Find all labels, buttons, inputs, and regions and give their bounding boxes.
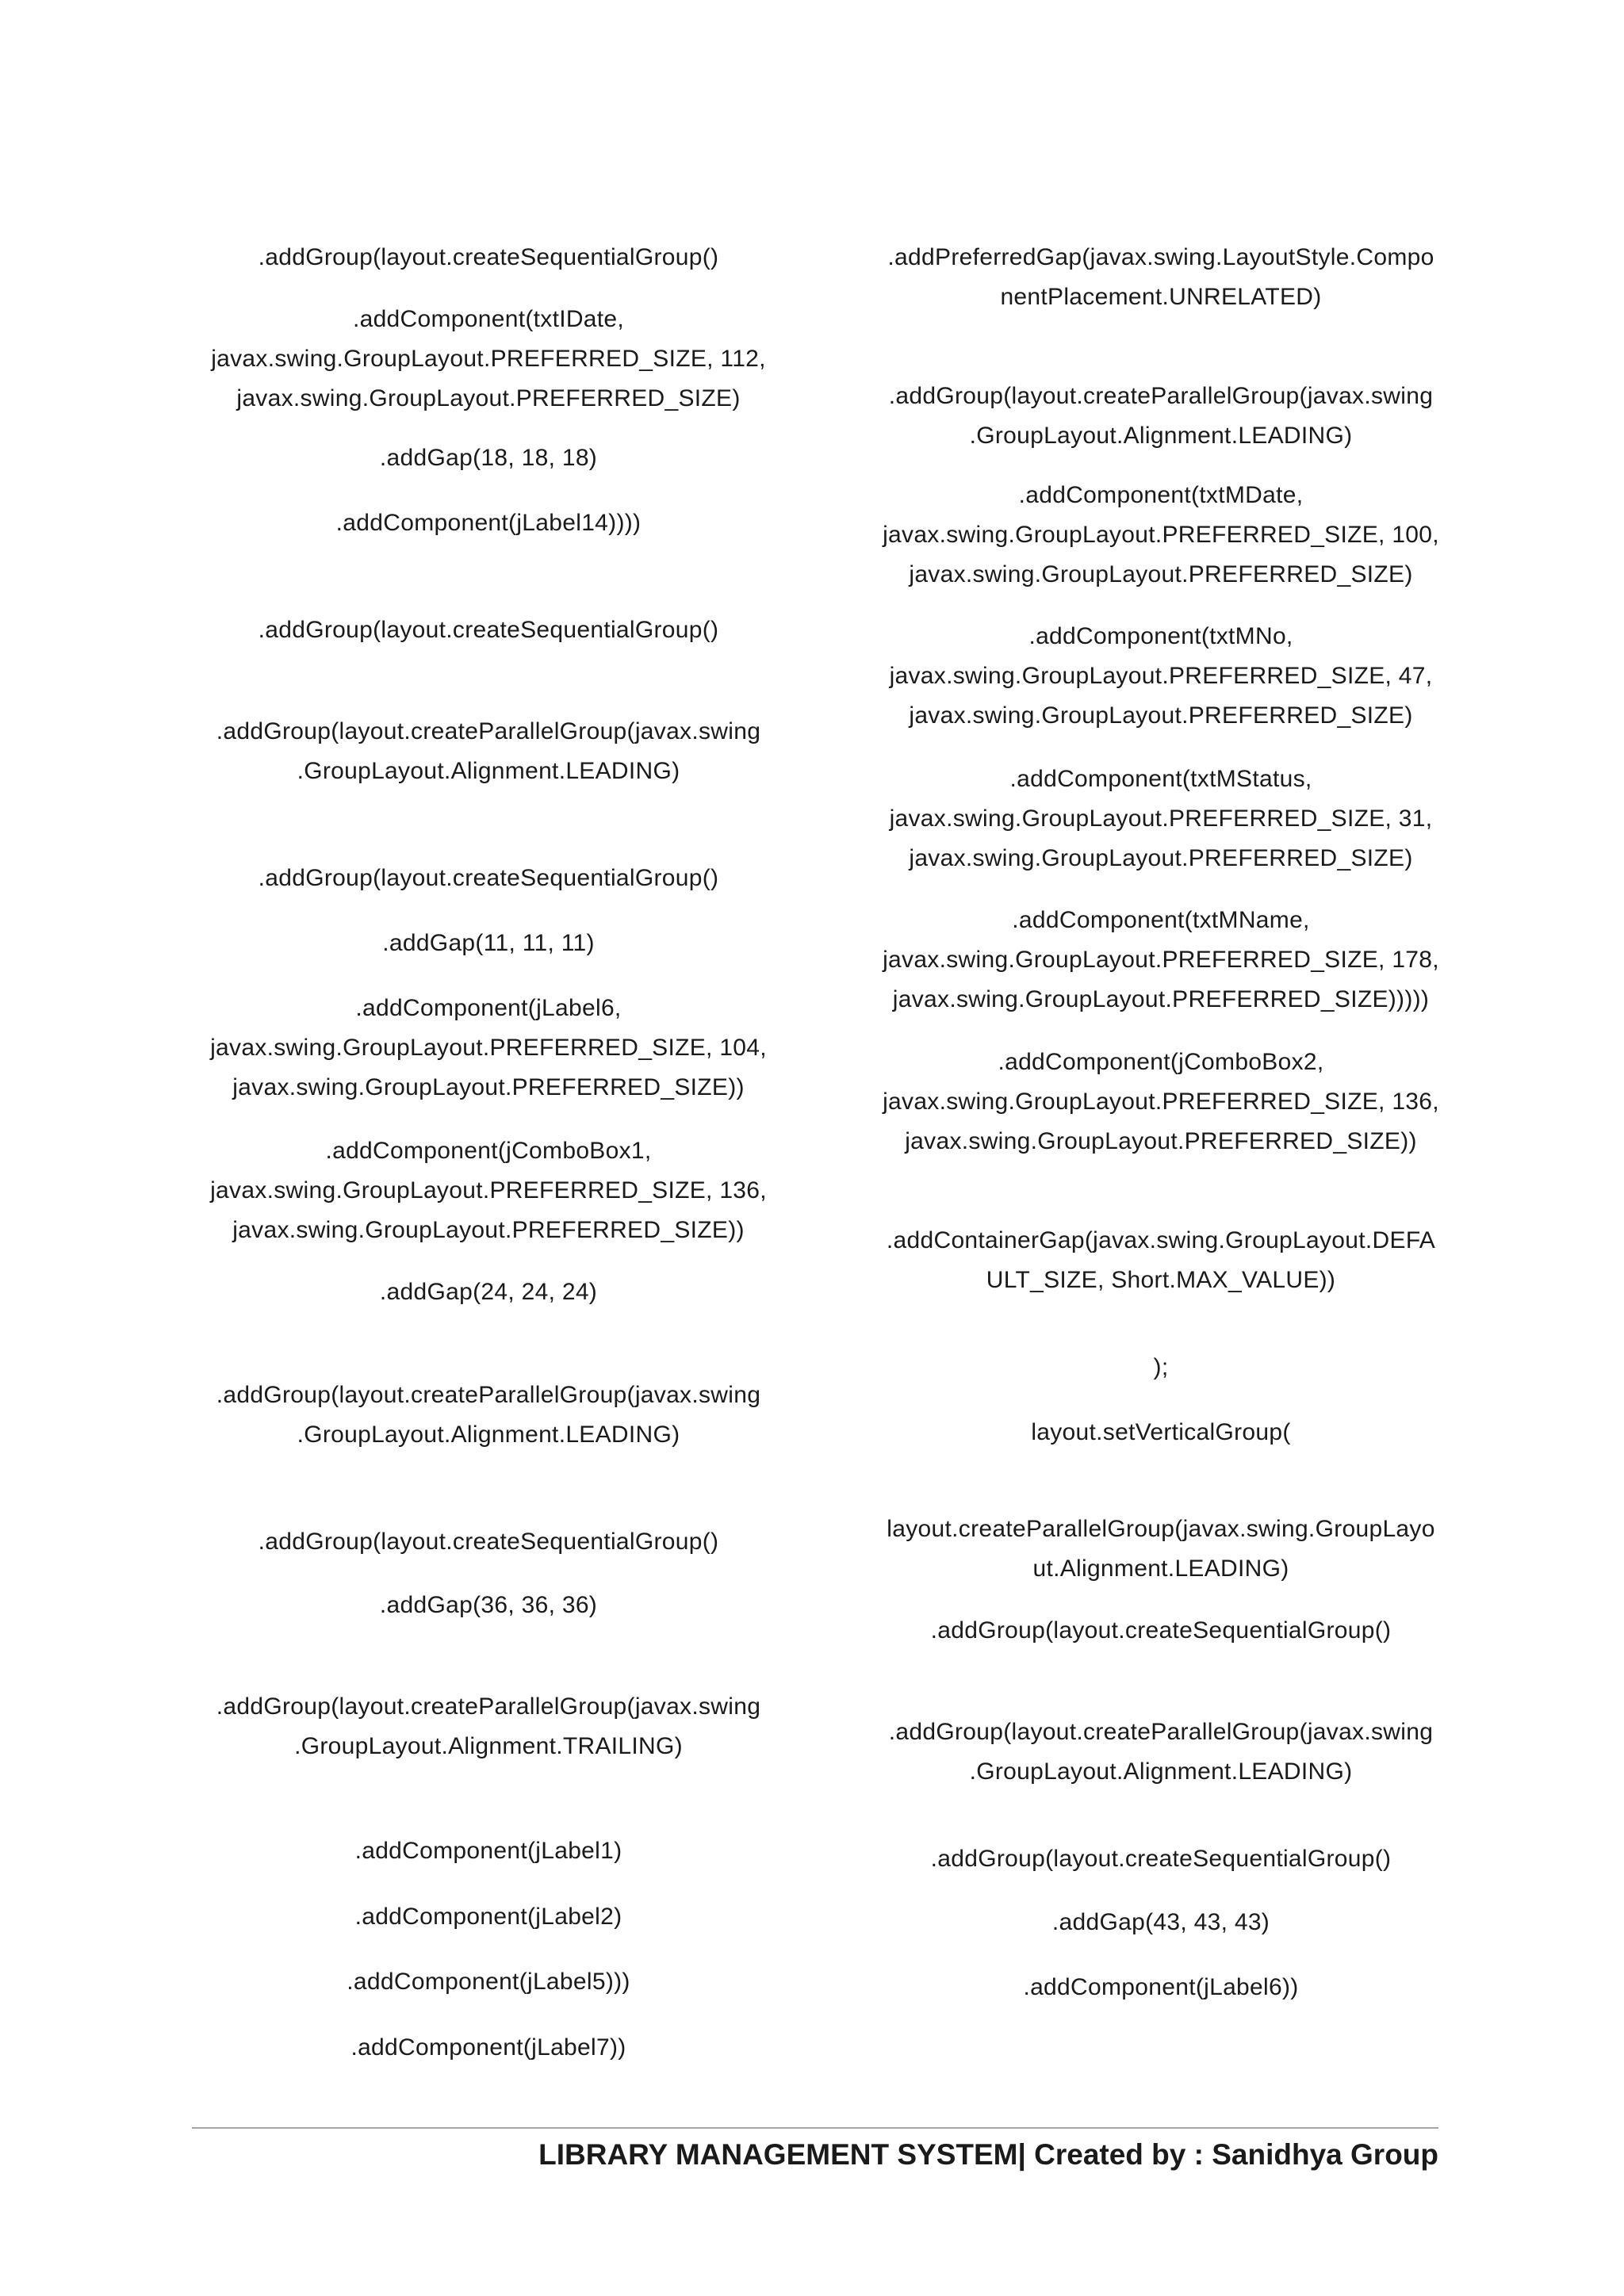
code-text: .addGroup(layout.createSequentialGroup(): [258, 865, 719, 891]
code-line: [187, 1522, 790, 1562]
code-line: [187, 1131, 790, 1250]
code-text: .GroupLayout.Alignment.LEADING): [969, 1758, 1353, 1785]
code-text: .addComponent(txtMNo,: [1028, 623, 1293, 649]
code-line: [187, 300, 790, 419]
code-line: [187, 1897, 790, 1937]
code-text: .addGroup(layout.createSequentialGroup(): [930, 1846, 1392, 1872]
code-text: .GroupLayout.Alignment.TRAILING): [294, 1733, 683, 1759]
code-text: .addComponent(jLabel6,: [355, 995, 622, 1021]
code-text: javax.swing.GroupLayout.PREFERRED_SIZE, 31,: [889, 806, 1433, 832]
code-line: [187, 1586, 790, 1625]
code-line: [860, 1903, 1462, 1942]
code-text: .addGap(36, 36, 36): [379, 1592, 598, 1618]
code-text: .addContainerGap(javax.swing.GroupLayout.DEFA: [886, 1227, 1436, 1253]
code-text: .addGroup(layout.createParallelGroup(javax.swing: [216, 1693, 761, 1720]
code-text: javax.swing.GroupLayout.PREFERRED_SIZE): [909, 702, 1413, 729]
code-text: .addGroup(layout.createParallelGroup(javax.swing: [888, 383, 1434, 409]
code-text: .addComponent(jLabel5))): [347, 1969, 630, 1995]
code-line: [187, 1962, 790, 2002]
code-text: javax.swing.GroupLayout.PREFERRED_SIZE, 104,: [210, 1035, 767, 1061]
code-text: .addComponent(jComboBox2,: [998, 1049, 1324, 1075]
code-text: .addGroup(layout.createSequentialGroup(): [258, 617, 719, 643]
footer-title: LIBRARY MANAGEMENT SYSTEM| Created by : Sanidhya Group: [538, 2138, 1438, 2171]
code-text: .addComponent(txtIDate,: [352, 306, 625, 332]
code-line: [187, 859, 790, 898]
code-text: .GroupLayout.Alignment.LEADING): [297, 758, 680, 784]
code-line: [187, 238, 790, 277]
code-text: javax.swing.GroupLayout.PREFERRED_SIZE): [909, 845, 1413, 871]
code-line: [860, 1221, 1462, 1300]
code-text: .addGap(43, 43, 43): [1051, 1909, 1270, 1935]
code-text: );: [1153, 1354, 1169, 1380]
code-line: [187, 503, 790, 543]
footer-divider: [192, 2127, 1438, 2129]
code-text: .addGroup(layout.createParallelGroup(javax.swing: [216, 718, 761, 744]
code-line: [860, 1712, 1462, 1792]
code-line: [860, 1968, 1462, 2007]
code-line: [860, 476, 1462, 595]
code-text: .addComponent(jLabel1): [354, 1838, 622, 1864]
code-text: .GroupLayout.Alignment.LEADING): [297, 1422, 680, 1448]
code-line: [860, 238, 1462, 317]
code-text: .addComponent(txtMDate,: [1018, 482, 1304, 508]
code-line: [187, 1272, 790, 1312]
code-text: javax.swing.GroupLayout.PREFERRED_SIZE)): [232, 1217, 745, 1243]
code-line: [187, 1831, 790, 1871]
code-text: .addGroup(layout.createParallelGroup(javax.swing: [216, 1382, 761, 1408]
code-text: .addGap(11, 11, 11): [382, 930, 595, 956]
code-text: .GroupLayout.Alignment.LEADING): [969, 423, 1353, 449]
code-line: [187, 989, 790, 1108]
code-text: layout.setVerticalGroup(: [1031, 1419, 1291, 1445]
code-text: .addComponent(jLabel2): [354, 1904, 622, 1930]
code-text: javax.swing.GroupLayout.PREFERRED_SIZE, 136,: [883, 1089, 1439, 1115]
code-line: [187, 1376, 790, 1455]
code-text: nentPlacement.UNRELATED): [1000, 284, 1322, 310]
code-text: .addComponent(jLabel6)): [1023, 1974, 1299, 2000]
code-text: .addGroup(layout.createSequentialGroup(): [258, 1529, 719, 1555]
code-text: javax.swing.GroupLayout.PREFERRED_SIZE, 112,: [211, 346, 766, 372]
code-text: .addGap(24, 24, 24): [379, 1279, 598, 1305]
code-text: javax.swing.GroupLayout.PREFERRED_SIZE)): [905, 1128, 1417, 1154]
code-line: [860, 901, 1462, 1020]
code-line: [860, 377, 1462, 456]
code-line: [860, 1611, 1462, 1651]
code-line: [860, 1043, 1462, 1161]
code-text: layout.createParallelGroup(javax.swing.GroupLayo: [887, 1516, 1435, 1542]
code-text: .addComponent(jLabel14)))): [335, 510, 642, 536]
code-text: javax.swing.GroupLayout.PREFERRED_SIZE, 47,: [889, 663, 1433, 689]
code-text: .addGroup(layout.createSequentialGroup(): [258, 244, 719, 270]
code-text: javax.swing.GroupLayout.PREFERRED_SIZE, 100,: [883, 522, 1439, 548]
code-text: .addGap(18, 18, 18): [379, 445, 598, 471]
code-text: .addComponent(txtMName,: [1012, 907, 1310, 933]
code-text: .addPreferredGap(javax.swing.LayoutStyle.Compo: [887, 244, 1434, 270]
code-line: [860, 760, 1462, 878]
code-text: javax.swing.GroupLayout.PREFERRED_SIZE))))): [892, 986, 1430, 1012]
code-text: .addComponent(jComboBox1,: [325, 1138, 652, 1164]
code-line: [187, 2028, 790, 2068]
code-text: javax.swing.GroupLayout.PREFERRED_SIZE): [236, 385, 741, 411]
code-text: ut.Alignment.LEADING): [1032, 1556, 1289, 1582]
code-text: javax.swing.GroupLayout.PREFERRED_SIZE, 178,: [883, 947, 1439, 973]
code-text: javax.swing.GroupLayout.PREFERRED_SIZE, 136,: [210, 1177, 767, 1203]
code-text: .addGroup(layout.createParallelGroup(javax.swing: [888, 1719, 1434, 1745]
code-line: [187, 610, 790, 650]
code-text: javax.swing.GroupLayout.PREFERRED_SIZE)): [232, 1074, 745, 1100]
code-text: javax.swing.GroupLayout.PREFERRED_SIZE): [909, 561, 1413, 587]
code-line: [860, 1510, 1462, 1589]
code-line: [860, 1839, 1462, 1879]
code-line: [860, 1348, 1462, 1387]
code-line: [187, 712, 790, 791]
code-text: .addGroup(layout.createSequentialGroup(): [930, 1617, 1392, 1644]
code-text: ULT_SIZE, Short.MAX_VALUE)): [986, 1267, 1336, 1293]
code-line: [187, 438, 790, 478]
code-line: [187, 1687, 790, 1766]
code-line: [860, 617, 1462, 736]
code-text: .addComponent(jLabel7)): [350, 2034, 626, 2061]
code-line: [187, 924, 790, 963]
code-line: [860, 1413, 1462, 1452]
code-text: .addComponent(txtMStatus,: [1009, 766, 1312, 792]
